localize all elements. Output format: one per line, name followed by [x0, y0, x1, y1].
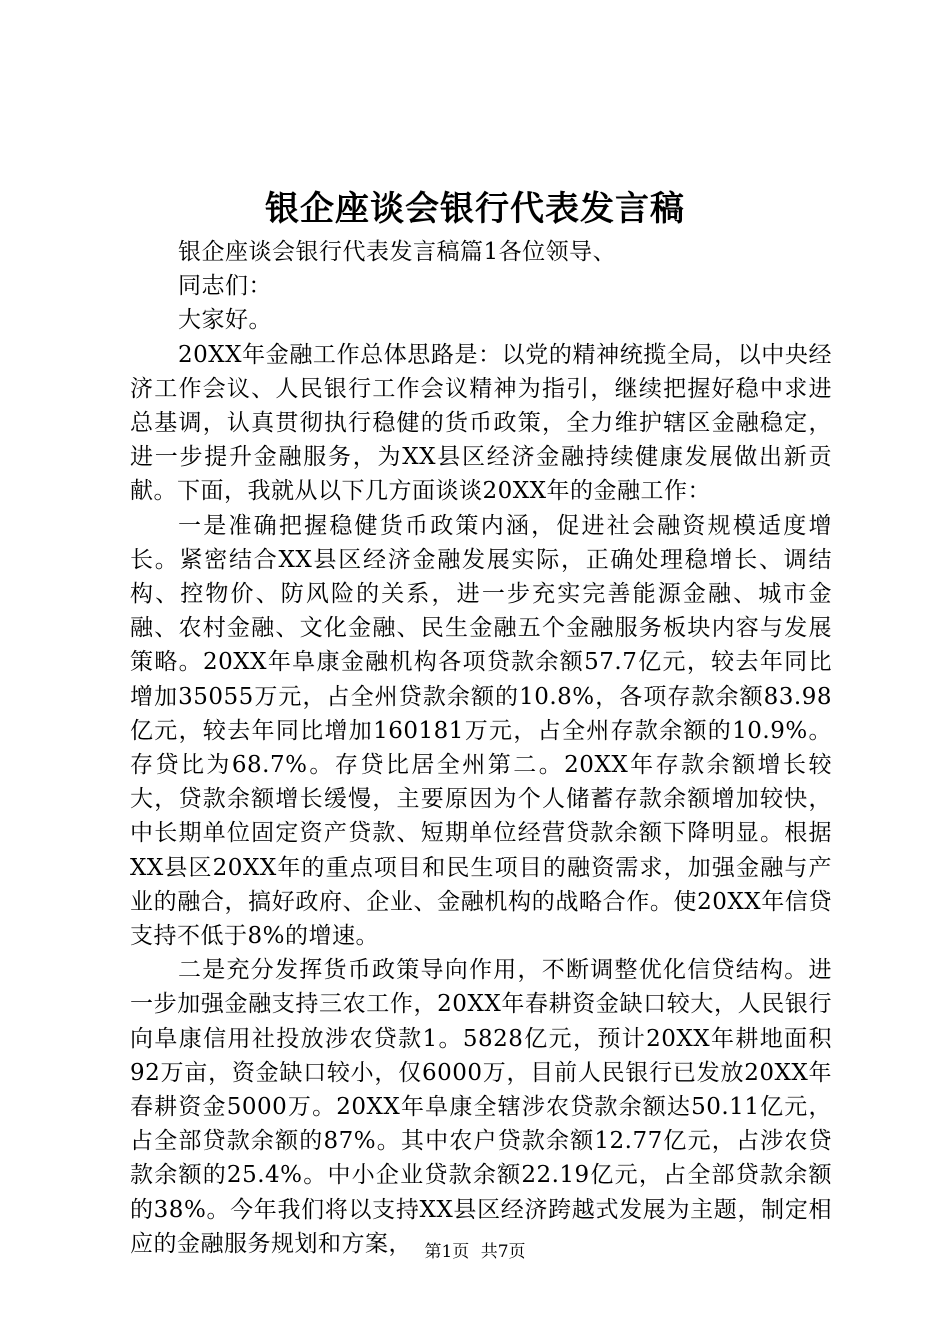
page-number: 第1页: [424, 1242, 470, 1262]
document-body: [130, 235, 832, 1261]
page-footer: [0, 1240, 950, 1264]
paragraph-salutation: 同志们：: [178, 273, 272, 300]
document-title: 银企座谈会银行代表发言稿: [265, 189, 685, 229]
page-total: 共7页: [480, 1242, 526, 1262]
paragraph-overview: 20XX年金融工作总体思路是：以党的精神统揽全局，以中央经济工作会议、人民银行工作会议精神为指引，继续把握好稳中求进总基调，认真贯彻执行稳健的货币政策，全力维护辖区金融稳定，进一步提升金融服务，为XX县区经济金融持续健康发展做出新贡献。下面，我就从以下几方面谈谈20XX年的金融工作：: [130, 341, 832, 505]
paragraph-point-one: 一是准确把握稳健货币政策内涵，促进社会融资规模适度增长。紧密结合XX县区经济金融发展实际，正确处理稳增长、调结构、控物价、防风险的关系，进一步充实完善能源金融、城市金融、农村金融、文化金融、民生金融五个金融服务板块内容与发展策略。20XX年阜康金融机构各项贷款余额57.7亿元，较去年同比增加35055万元，占全州贷款余额的10.8%，各项存款余额83.98亿元，较去年同比增加160181万元，占全州存款余额的10.9%。存贷比为68.7%。存贷比居全州第二。20XX年存款余额增长较大，贷款余额增长缓慢，主要原因为个人储蓄存款余额增加较快，中长期单位固定资产贷款、短期单位经营贷款余额下降明显。根据XX县区20XX年的重点项目和民生项目的融资需求，加强金融与产业的融合，搞好政府、企业、金融机构的战略合作。使20XX年信贷支持不低于8%的增速。: [130, 512, 832, 950]
paragraph-greeting: 大家好。: [178, 307, 272, 334]
paragraph-opening: 银企座谈会银行代表发言稿篇1各位领导、: [178, 239, 617, 265]
paragraph-point-two: 二是充分发挥货币政策导向作用，不断调整优化信贷结构。进一步加强金融支持三农工作，20XX年春耕资金缺口较大，人民银行向阜康信用社投放涉农贷款1。5828亿元，预计20XX年耕地面积92万亩，资金缺口较小，仅6000万，目前人民银行已发放20XX年春耕资金5000万。20XX年阜康全辖涉农贷款余额达50.11亿元，占全部贷款余额的87%。其中农户贷款余额12.77亿元，占涉农贷款余额的25.4%。中小企业贷款余额22.19亿元，占全部贷款余额的38%。今年我们将以支持XX县区经济跨越式发展为主题，制定相应的金融服务规划和方案，: [130, 957, 832, 1257]
